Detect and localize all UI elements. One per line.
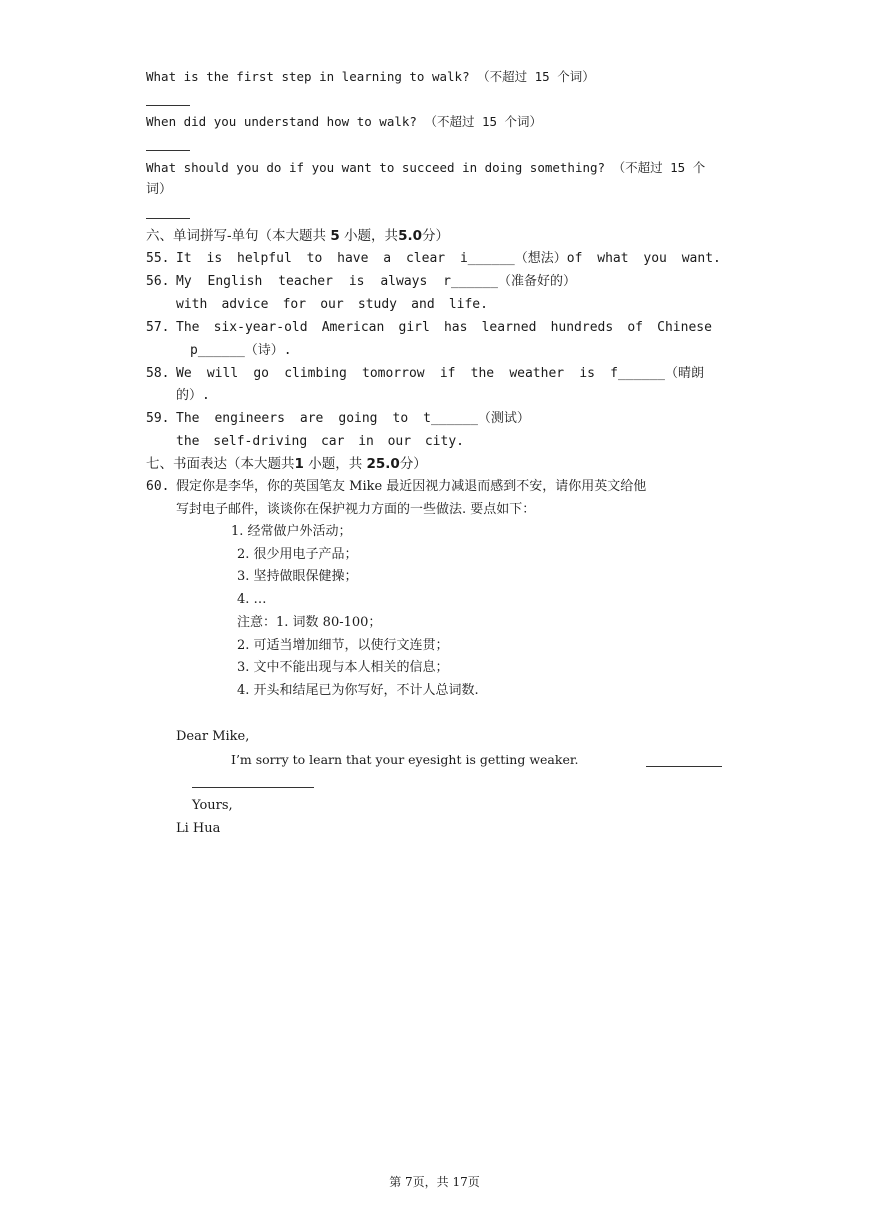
item-57-line2: p______（诗）. [190,343,292,358]
question-succeed-line1: What should you do if you want to succeed in doing something? （不超过 15 个 [146,160,706,175]
answer-blank-3[interactable] [146,218,190,219]
letter-closing: Yours, [192,798,233,813]
item-58-line2: 的）. [176,388,210,403]
question-succeed-line2: 词） [146,182,173,197]
section-7-heading: 七、书面表达（本大题共1 小题，共 25.0分） [146,456,427,472]
writing-note: 3. 文中不能出现与本人相关的信息； [237,660,449,675]
item-59-line2: the self-driving car in our city. [176,434,464,449]
item-number: 57. [146,320,170,335]
writing-answer-line[interactable] [192,787,314,788]
writing-prompt-line2: 写封电子邮件，谈谈你在保护视力方面的一些做法. 要点如下： [176,502,536,517]
page-footer: 第 7页，共 17页 [389,1175,480,1189]
answer-blank-2[interactable] [146,150,190,151]
letter-greeting: Dear Mike, [176,729,250,744]
section-6-heading: 六、单词拼写-单句（本大题共 5 小题，共5.0分） [146,228,449,244]
writing-note: 2. 可适当增加细节，以使行文连贯； [237,638,449,653]
item-56-line2: with advice for our study and life. [176,297,488,312]
writing-point: 3. 坚持做眼保健操； [237,569,358,584]
question-understand-walk: When did you understand how to walk? （不超过 15 个词） [146,114,543,129]
item-55-line: It is helpful to have a clear i______（想法）of what you want. [176,251,721,266]
item-number: 60. [146,479,170,494]
writing-point: 1. 经常做户外活动； [231,524,352,539]
writing-prompt-line1: 假定你是李华，你的英国笔友 Mike 最近因视力减退而感到不安，请你用英文给他 [176,479,647,494]
item-58-line1: We will go climbing tomorrow if the weather is f______（晴朗 [176,366,704,381]
writing-notes-title: 注意：1. 词数 80-100； [237,615,382,630]
question-first-step: What is the first step in learning to walk? （不超过 15 个词） [146,69,595,84]
writing-point: 4. … [237,592,267,607]
letter-opening: I’m sorry to learn that your eyesight is getting weaker. [231,752,579,767]
item-59-line1: The engineers are going to t______（测试） [176,411,530,426]
letter-signature: Li Hua [176,821,221,836]
item-57-line1: The six-year-old American girl has learned hundreds of Chinese [176,320,712,335]
item-number: 56. [146,274,170,289]
writing-point: 2. 很少用电子产品； [237,547,358,562]
writing-answer-line[interactable] [646,766,722,767]
item-number: 59. [146,411,170,426]
item-number: 55. [146,251,170,266]
item-number: 58. [146,366,170,381]
item-56-line1: My English teacher is always r______（准备好的） [176,274,576,289]
answer-blank-1[interactable] [146,105,190,106]
writing-note: 4. 开头和结尾已为你写好，不计人总词数. [237,683,479,698]
